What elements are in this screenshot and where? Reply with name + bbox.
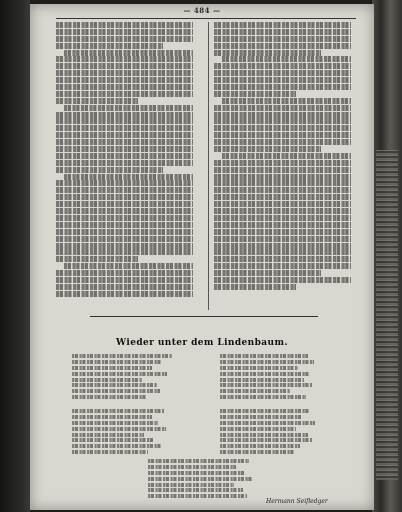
magazine-page — [30, 4, 374, 510]
poem-stanza-5 — [148, 459, 258, 500]
scan-left-edge — [0, 0, 30, 512]
page-number: — 484 — — [183, 6, 221, 15]
poem-stanza-4 — [220, 409, 320, 456]
adjacent-page-illustration — [376, 150, 398, 480]
text-column-right — [214, 22, 351, 310]
poem-author: Hermann Seifledger — [266, 498, 328, 505]
header-rule — [56, 18, 356, 19]
poem-stanza-3 — [220, 354, 320, 401]
text-column-left — [56, 22, 193, 310]
poem-stanza-1 — [72, 354, 172, 401]
page-header — [30, 6, 374, 18]
poem-stanza-2 — [72, 409, 172, 456]
section-rule — [90, 316, 318, 317]
column-divider — [208, 22, 209, 310]
poem-title: Wieder unter dem Lindenbaum. — [116, 338, 288, 348]
